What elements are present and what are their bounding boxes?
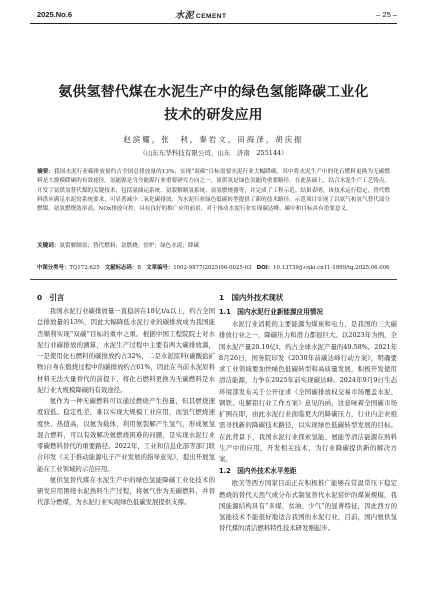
keywords — [37, 242, 390, 251]
journal-logo — [175, 8, 226, 21]
article-title-line-1: 氨供氢替代煤在水泥生产中的绿色氢能降碳工业化 — [58, 84, 369, 100]
clc-label: 中图分类号： — [37, 265, 70, 271]
author-list: 赵滨耀，张 利，秦岩文，田海泽，胡庆振 — [123, 135, 304, 144]
page-number: – 25 – — [376, 10, 397, 19]
body-paragraph: 我国水泥行业碳排放量一直稳居在18亿t/a以上，约占全国总排放量的13%，因此大幅降低水泥行业的碳排放成为我国能否顺利实现“双碳”目标的重中之重。根据中国工程院院士对水泥行业碳排放的测算，水泥生产过程中主要有两大碳排放源，一是使用化石燃料的碳排放约占32%，二是水泥原料(碳酸盐矿物)自身在煅烧过程中的碳排放约占61%，因此在当前水泥原料材料无法大量替代的前提下，将化石燃料更换为无碳燃料是水泥行业大规模降碳的有效途径。 — [37, 307, 215, 394]
subsection-heading-1-2: 1.2 国内外技术水平差距 — [219, 467, 297, 476]
running-header — [0, 0, 427, 24]
subsection-heading-1-1: 1.1 国内水泥行业新能源应用情况 — [219, 308, 323, 316]
journal-name-en: CEMENT — [196, 13, 227, 20]
body-paragraph: 氨作为一种无碳燃料可以通过燃烧产生热量，但其燃烧速度较低、稳定性差，难以实现大规模工业应用，而氢气燃烧速度快、热值高，以氨为载体，利用氨裂解产生氢气，形成氨氢混合燃料，可以有效解决氨燃烧困难的问题，是实现水泥行业零碳燃料替代的重要路径。2022年，工业和信息化部等部门联合印发《关于推动能源电子产业发展的指导意见》，提出开展氢能在工业领域的示范应用。 — [37, 397, 215, 473]
meta-divider — [30, 279, 397, 280]
doi-value: 10.13739/j.cnki.cn11-1899/tq.2025.06.006 — [273, 265, 390, 271]
doc-code-label: 文献标志码： — [104, 265, 138, 271]
doc-code-value: B — [137, 265, 142, 271]
section-heading-introduction: 0 引言 — [37, 293, 65, 302]
body-paragraph: 水泥行业消耗的主要能源为煤炭和电力，是我国的三大碳排放行业之一，降碳压力和潜力都很巨大。以2023年为例，全国水泥产量20.19亿t，约占全球水泥产量的49.58%。2021年8月26日，国务院印发《2030年前碳达峰行动方案》，明确要求工业领域要加快绿色低碳转型和高质量发展，积极开发使用清洁能源，力争在2025年前实现碳达峰。2024年9月9日生态环境部发布关于公开征求《全国碳排放权交易市场覆盖水泥、钢铁、电解铝行业工作方案》意见的函，这意味着全国碳市场扩围在即，由此水泥行业面临更大的降碳压力，行业内企业亟需寻找新的降碳技术路径，以实现绿色低碳转型发展的目标。在此背景下，我国水泥行业探索氢能、氨能等清洁能源在熟料生产中的应用，开发相关技术，为行业降碳提供新的解决方案。 — [219, 320, 397, 463]
abstract-label: 摘要： — [37, 169, 55, 175]
left-column — [37, 290, 215, 509]
classification-info — [37, 264, 390, 272]
header-rule — [30, 23, 397, 24]
affiliation: （山东东华科技有限公司，山东 济南 255144） — [139, 149, 288, 157]
article-number-value: 1002-9877(2025)06-0025-03 — [173, 265, 252, 271]
journal-name-cn: 水泥 — [175, 11, 195, 21]
doi-label: DOI： — [256, 265, 274, 271]
abstract — [37, 168, 390, 214]
keywords-text: 氨裂解制氢；替代燃料；氨燃烧；窑炉；绿色水泥；降碳 — [59, 243, 200, 249]
body-paragraph: 氨供氢替代煤在水泥生产中的绿色氢能降碳工业化技术的研发应用围绕水泥熟料生产过程，将氨气作为无碳燃料，并替代部分燃煤，为水泥行业实现绿色低碳发展提供支撑。 — [37, 475, 215, 507]
article-title-line-2: 技术的研发应用 — [164, 107, 263, 123]
clc-value: TQ172.625 — [69, 265, 100, 271]
article-number-label: 文章编号： — [146, 265, 174, 271]
issue-number: 2025.No.6 — [37, 10, 73, 19]
body-paragraph: 欧美等西方国家目前正在积极推广能够在常温常压下稳定燃烧的替代天然气或分布式制氢替代水泥窑炉的煤炭规模，我国能源结构具有“多煤、贫油、少气”的显著特征，因此西方的氢能技术不能很好地适合我国的水泥行业，目前，国内氨供氢替代煤的清洁燃料特性技术研发刚起步。 — [219, 479, 397, 533]
section-heading-status: 1 国内外技术现状 — [219, 293, 284, 302]
keywords-label: 关键词： — [37, 243, 60, 249]
right-column — [219, 290, 397, 535]
abstract-text: 我国水泥行业碳排放量约占全国总排放量的13%，实现“双碳”目标需要水泥行业大幅降碳，其中将水泥生产中的化石燃料更换为无碳燃料是大规模降碳的有效途径。氢能源是当今能源行业重要研究方向之一，氨供氢是绿色氢能的重要路径。在此基础上，结合水泥生产工艺特点，开发了氨供氢替代煤的关键技术，包括氨储运系统、氨裂解制氢系统、氨氢燃烧器等，并完成了工程示范。结果表明，该技术运行稳定，替代燃料供应满足水泥窑系统要求，可显著减少二氧化碳排放，为水泥行业绿色低碳转型提供了新的技术路径。示范项目实现了以氨气和氢气替代部分燃煤，氨氢燃烧效率高，NOx排放可控，具有良好的推广应用前景，对于推动水泥行业实现碳达峰、碳中和目标具有重要意义。 — [37, 169, 390, 213]
